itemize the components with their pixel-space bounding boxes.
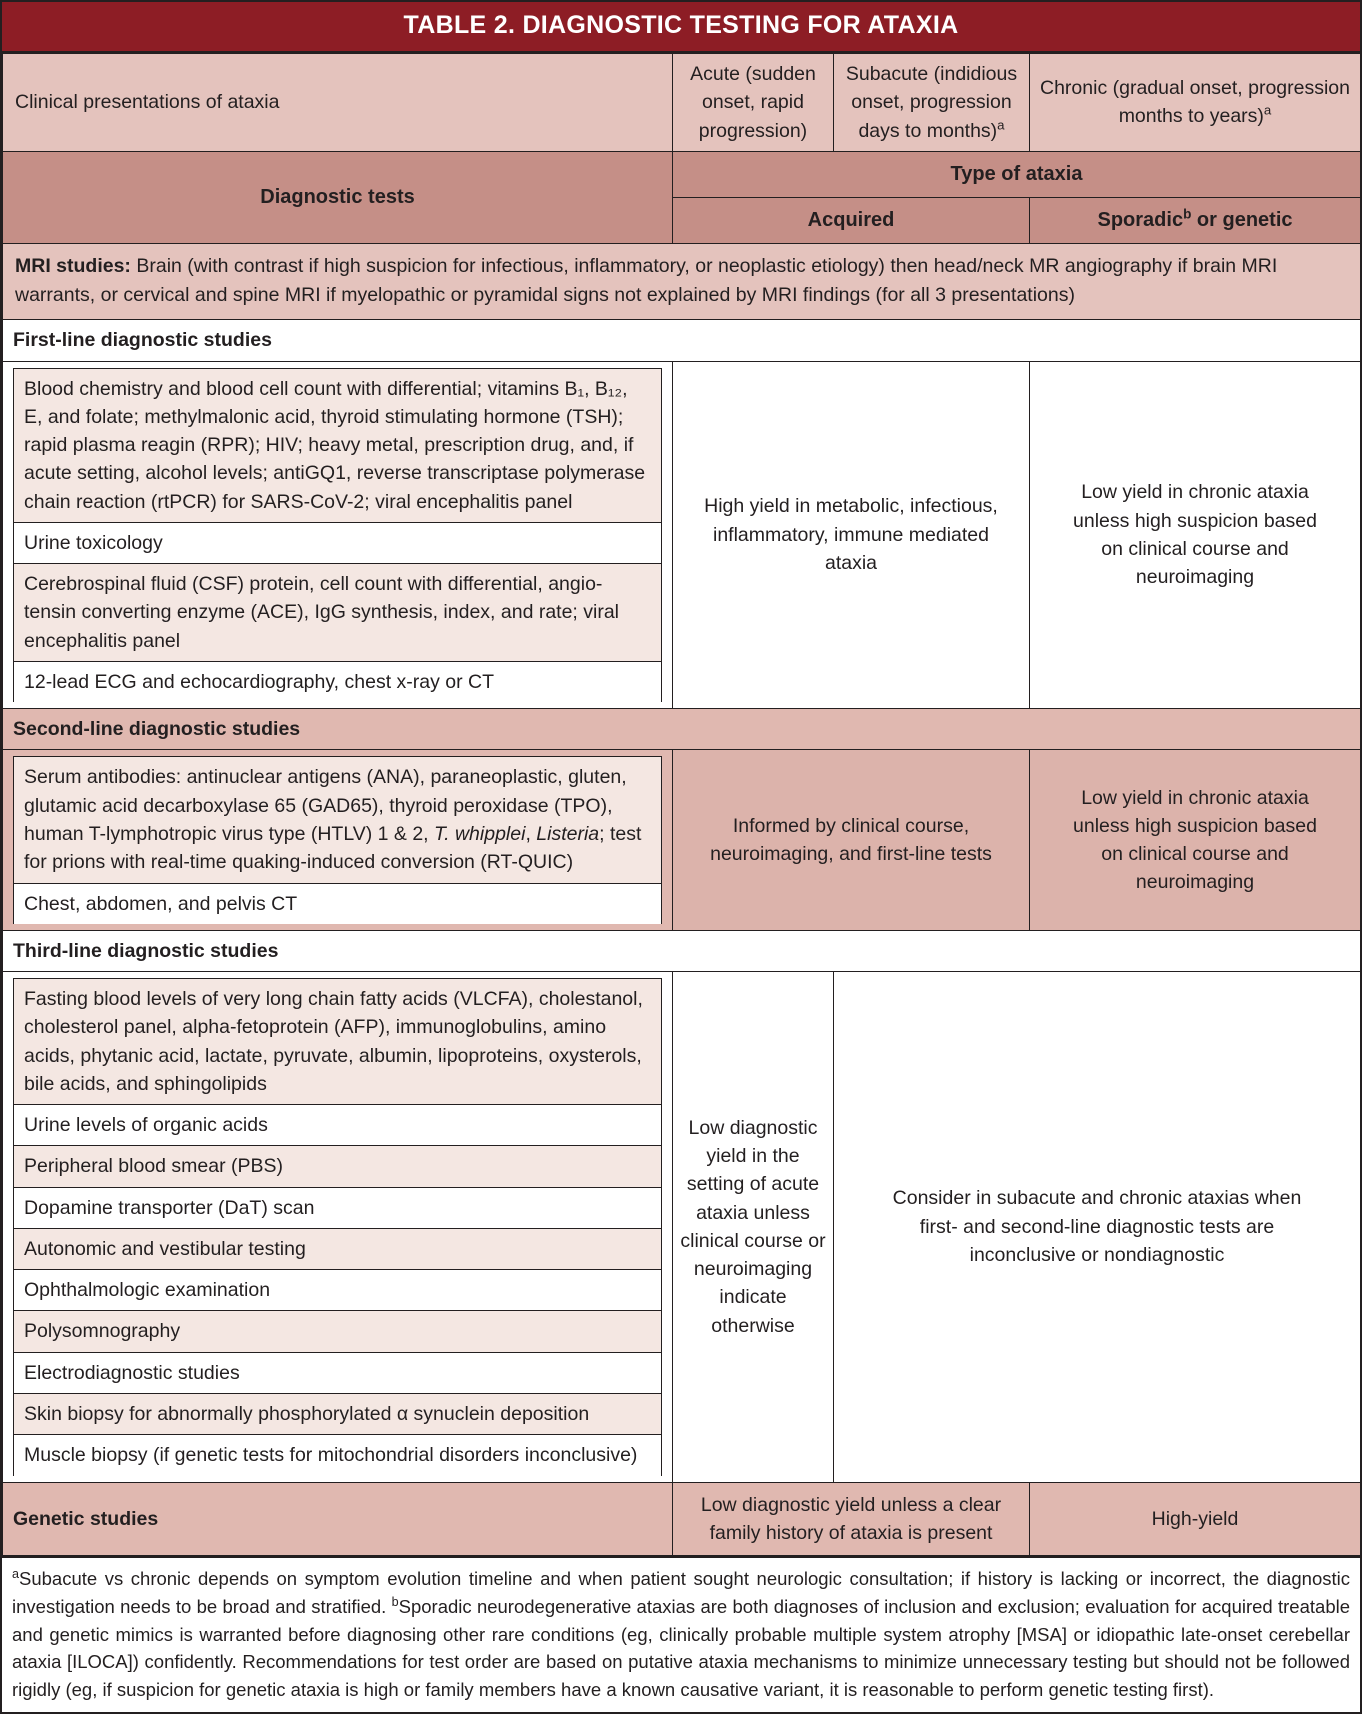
presentation-acute	[673, 54, 834, 152]
sporadic-footnote-marker: b	[1183, 206, 1192, 222]
second-line-tests-list	[13, 756, 662, 923]
test-item: Peripheral blood smear (PBS)	[14, 1146, 662, 1187]
list-item	[14, 661, 662, 702]
acquired-label: Acquired	[673, 197, 1030, 243]
test-item: Urine levels of organic acids	[14, 1105, 662, 1146]
test-item: Polysomnography	[14, 1311, 662, 1352]
list-item	[14, 1394, 662, 1435]
list-item	[14, 1228, 662, 1269]
list-item	[14, 1146, 662, 1187]
list-item	[14, 1352, 662, 1393]
section-body-row-first-line	[3, 361, 1361, 709]
mri-studies-cell	[3, 243, 1361, 320]
section-heading-row-second-line	[3, 709, 1361, 750]
presentation-chronic-text: Chronic (gradual onset, progression months to years)	[1040, 77, 1351, 128]
presentation-subacute	[834, 54, 1030, 152]
first-line-tests-list	[13, 368, 662, 703]
table-title: TABLE 2. DIAGNOSTIC TESTING FOR ATAXIA	[2, 2, 1360, 53]
or-genetic-label-text: or genetic	[1191, 208, 1293, 231]
clinical-presentations-label: Clinical presentations of ataxia	[3, 54, 673, 152]
mri-studies-lead: MRI studies:	[15, 254, 131, 277]
genetic-studies-row	[3, 1482, 1361, 1556]
section-heading-second-line: Second-line diagnostic studies	[3, 709, 1361, 750]
list-item	[14, 757, 662, 883]
test-item-italic-2: Listeria	[536, 823, 600, 846]
test-item: Chest, abdomen, and pelvis CT	[14, 883, 662, 924]
test-item: Fasting blood levels of very long chain fatty acids (VLCFA), cholestanol, cholesterol panel, alpha-fetoprotein (AFP), immunoglobulins, amino acids, phytanic acid, lactate, pyruvate, albumin, lipoproteins, oxysterols, bile acids, and sphingolipids	[14, 979, 662, 1105]
diagnostic-tests-label: Diagnostic tests	[3, 151, 673, 243]
section-heading-first-line: First-line diagnostic studies	[3, 320, 1361, 361]
second-line-acquired-cell: Informed by clinical course, neuroimaging, and first-line tests	[673, 750, 1030, 930]
mri-studies-row	[3, 243, 1361, 320]
list-item	[14, 979, 662, 1105]
test-item	[14, 757, 662, 883]
test-item: 12-lead ECG and echocardiography, chest x-ray or CT	[14, 661, 662, 702]
second-line-tests-cell	[3, 750, 673, 930]
third-line-tests-list	[13, 978, 662, 1475]
sporadic-or-genetic-label	[1030, 197, 1361, 243]
test-item-italic-1: T. whipplei	[434, 823, 526, 846]
type-of-ataxia-label: Type of ataxia	[673, 151, 1361, 197]
third-line-genetic-cell: Consider in subacute and chronic ataxias when first- and second-line diagnostic tests are inconclusive or nondiagnostic	[834, 972, 1361, 1482]
table-footnote	[2, 1556, 1360, 1712]
test-item: Blood chemistry and blood cell count with differential; vitamins B₁, B₁₂, E, and folate; methylmalonic acid, thyroid stimulating hormone (TSH); rapid plasma reagin (RPR); HIV; heavy metal, prescription drug, and, if acute setting, alcohol levels; antiGQ1, reverse transcriptase polymerase chain reaction (rtPCR) for SARS-CoV-2; viral encephalitis panel	[14, 368, 662, 522]
test-item-part-1: Serum antibodies: antinuclear antigens (ANA), paraneoplastic, gluten, glutamic acid decarboxylase 65 (GAD65), thyroid peroxidase (TPO), human T-lymphotropic virus type (HTLV) 1 & 2,	[24, 766, 627, 846]
mri-studies-text: Brain (with contrast if high suspicion for infectious, inflammatory, or neoplastic etiology) then head/neck MR angiography if brain MRI warrants, or cervical and spine MRI if myelopathic or pyramidal signs not explained by MRI findings (for all 3 presentations)	[15, 254, 1278, 307]
second-line-genetic-cell: Low yield in chronic ataxia unless high suspicion based on clinical course and neuroimaging	[1030, 750, 1361, 930]
list-item	[14, 1187, 662, 1228]
test-item: Autonomic and vestibular testing	[14, 1228, 662, 1269]
section-body-row-second-line	[3, 750, 1361, 930]
test-item: Urine toxicology	[14, 522, 662, 563]
sporadic-label-text: Sporadic	[1097, 208, 1184, 231]
list-item	[14, 883, 662, 924]
test-item: Muscle biopsy (if genetic tests for mitochondrial disorders inconclusive)	[14, 1435, 662, 1476]
header-row-presentations	[3, 54, 1361, 152]
genetic-studies-heading: Genetic studies	[3, 1482, 673, 1556]
list-item	[14, 1105, 662, 1146]
presentation-chronic-footnote-marker: a	[1263, 102, 1272, 118]
section-heading-third-line: Third-line diagnostic studies	[3, 930, 1361, 971]
first-line-tests-cell	[3, 361, 673, 709]
section-heading-row-third-line	[3, 930, 1361, 971]
section-heading-row-first-line	[3, 320, 1361, 361]
presentation-acute-text: Acute (sudden onset, rapid progression)	[690, 63, 816, 142]
list-item	[14, 1311, 662, 1352]
test-item-part-2: ,	[525, 823, 537, 846]
list-item	[14, 368, 662, 522]
test-item: Ophthalmologic examination	[14, 1270, 662, 1311]
presentation-subacute-text: Subacute (indidious onset, progression days to months)	[845, 63, 1018, 142]
presentation-subacute-footnote-marker: a	[997, 117, 1005, 133]
table-body	[2, 53, 1361, 1556]
section-body-row-third-line	[3, 972, 1361, 1482]
genetic-studies-acquired-cell: Low diagnostic yield unless a clear family history of ataxia is present	[673, 1482, 1030, 1556]
first-line-genetic-cell: Low yield in chronic ataxia unless high suspicion based on clinical course and neuroimaging	[1030, 361, 1361, 709]
third-line-acquired-cell: Low diagnostic yield in the setting of acute ataxia unless clinical course or neuroimaging indicate otherwise	[673, 972, 834, 1482]
first-line-acquired-cell: High yield in metabolic, infectious, inflammatory, immune mediated ataxia	[673, 361, 1030, 709]
third-line-tests-cell	[3, 972, 673, 1482]
footnote-text-a: Subacute vs chronic depends on symptom evolution timeline and when patient sought neurologic consultation; if history is lacking or incorrect, the diagnostic investigation needs to be broad and stratified.	[12, 1568, 1350, 1617]
list-item	[14, 1270, 662, 1311]
list-item	[14, 1435, 662, 1476]
header-row-type-of-ataxia	[3, 151, 1361, 197]
list-item	[14, 522, 662, 563]
presentation-chronic	[1030, 54, 1361, 152]
footnote-marker-b: b	[391, 1594, 399, 1609]
test-item: Dopamine transporter (DaT) scan	[14, 1187, 662, 1228]
test-item: Skin biopsy for abnormally phosphorylated α synuclein deposition	[14, 1394, 662, 1435]
test-item-part-3: ; test for prions with real-time quaking-induced conversion (RT-QUIC)	[24, 823, 642, 874]
footnote-marker-a: a	[12, 1566, 19, 1581]
test-item: Electrodiagnostic studies	[14, 1352, 662, 1393]
footnote-text-b: Sporadic neurodegenerative ataxias are both diagnoses of inclusion and exclusion; evaluation for acquired treatable and genetic mimics is warranted before diagnosing other rare conditions (eg, clinically probable multiple system atrophy [MSA] or idiopathic late-onset cerebellar ataxia [ILOCA]) confidently. Recommendations for test order are based on putative ataxia mechanisms to minimize unnecessary testing but should not be followed rigidly (eg, if suspicion for genetic ataxia is high or family members have a known causative variant, it is reasonable to perform genetic testing first).	[12, 1595, 1351, 1701]
list-item	[14, 564, 662, 662]
test-item: Cerebrospinal fluid (CSF) protein, cell count with differential, angio-tensin converting enzyme (ACE), IgG synthesis, index, and rate; viral encephalitis panel	[14, 564, 662, 662]
genetic-studies-genetic-cell: High-yield	[1030, 1482, 1361, 1556]
